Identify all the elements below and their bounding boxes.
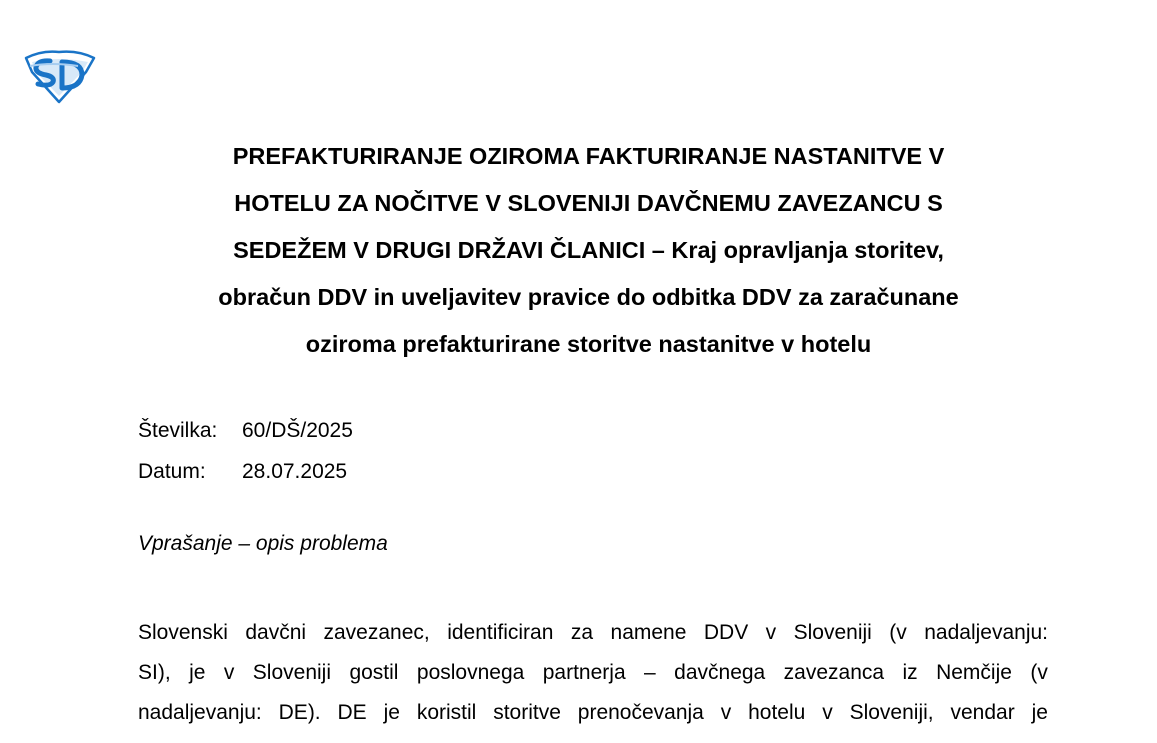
body-word: koristil [416, 701, 477, 724]
number-label: Številka: [138, 419, 218, 442]
body-line-text [138, 653, 1048, 693]
body-word: prenočevanja [577, 701, 704, 724]
question-heading: Vprašanje – opis problema [138, 532, 388, 555]
title-line: oziroma prefakturirane storitve nastanitve v hotelu [305, 331, 872, 357]
company-logo-icon [22, 48, 96, 104]
body-paragraph [138, 613, 1048, 733]
body-word: DDV [703, 621, 749, 644]
body-word: Slovenski [138, 621, 228, 644]
number-value: 60/DŠ/2025 [242, 419, 353, 442]
title-line: PREFAKTURIRANJE OZIROMA FAKTURIRANJE NASTANITVE V [232, 143, 945, 169]
body-word: nadaljevanju: [924, 621, 1048, 644]
body-word: davčni [245, 621, 307, 644]
body-word: identificiran [447, 621, 554, 644]
body-word: namene [610, 621, 687, 644]
body-word: v [765, 621, 777, 644]
date-value: 28.07.2025 [242, 460, 348, 483]
document-title [130, 133, 1047, 368]
title-line: obračun DDV in uveljavitev pravice do odbitka DDV za zaračunane [218, 284, 959, 310]
body-word: storitve [493, 701, 561, 724]
body-word: gostil [349, 661, 399, 684]
document-meta [138, 410, 353, 492]
number-row [138, 410, 353, 451]
body-line-text [138, 693, 1048, 733]
body-word: vendar [950, 701, 1015, 724]
body-word: SI), [138, 661, 171, 684]
body-word: zavezanec, [323, 621, 430, 644]
body-word: v [822, 701, 833, 724]
body-word: DE [337, 701, 367, 724]
body-word: nadaljevanju: [138, 701, 262, 724]
body-word: Sloveniji [252, 661, 332, 684]
body-line [138, 653, 1048, 693]
body-word: v [223, 661, 235, 684]
date-label: Datum: [138, 460, 206, 483]
body-word: iz [902, 661, 918, 684]
body-word: je [1031, 701, 1048, 724]
body-word: Sloveniji [793, 621, 872, 644]
body-line-text [138, 613, 1048, 653]
body-word: za [570, 621, 594, 644]
body-line [138, 613, 1048, 653]
body-word: Nemčije [936, 661, 1012, 684]
body-word: zavezanca [783, 661, 885, 684]
body-word: (v [1030, 661, 1048, 684]
body-word: davčnega [674, 661, 766, 684]
title-line: SEDEŽEM V DRUGI DRŽAVI ČLANICI – Kraj opravljanja storitev, [233, 237, 944, 263]
body-word: je [383, 701, 400, 724]
body-word: hotelu [748, 701, 806, 724]
body-word: (v [889, 621, 907, 644]
title-line: HOTELU ZA NOČITVE V SLOVENIJI DAVČNEMU ZAVEZANCU S [234, 190, 943, 216]
body-word: – [644, 661, 656, 684]
body-word: poslovnega [416, 661, 525, 684]
body-word: je [189, 661, 206, 684]
body-word: Sloveniji, [849, 701, 934, 724]
body-word: partnerja [542, 661, 626, 684]
body-line [138, 693, 1048, 733]
date-row [138, 451, 353, 492]
body-word: DE). [278, 701, 321, 724]
body-word: v [720, 701, 732, 724]
